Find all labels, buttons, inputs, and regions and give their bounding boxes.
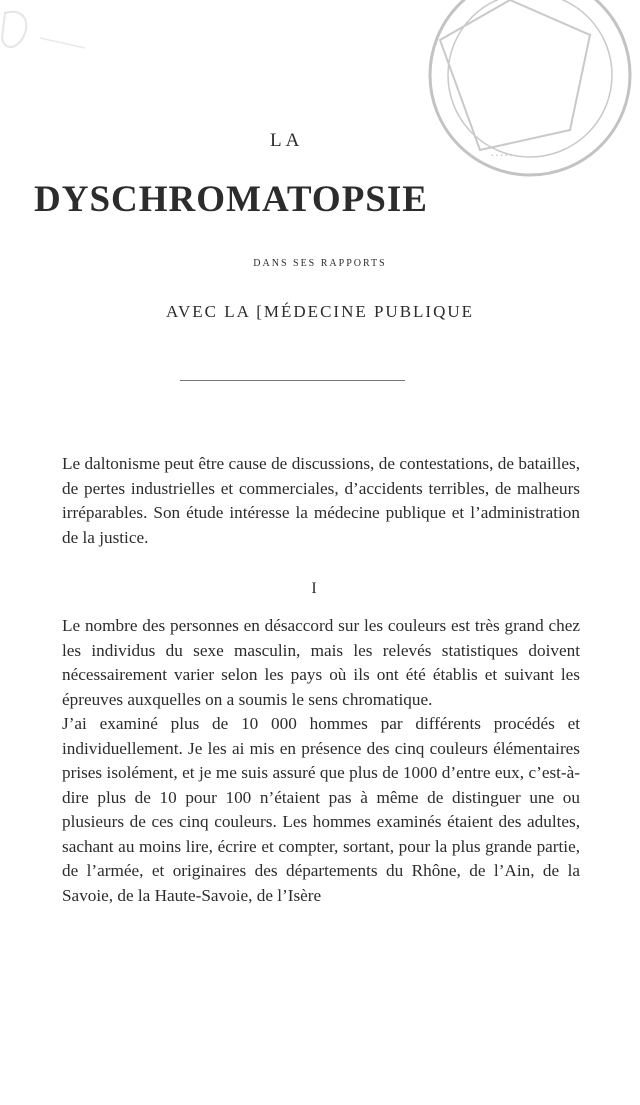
corner-stain: [0, 8, 90, 58]
divider-rule: [180, 380, 405, 381]
intro-paragraph: Le daltonisme peut être cause de discussions, de contestations, de batailles, de pertes industrielles et commerciales, d’accidents terribles, de malheurs irréparables. Son étude intéresse la médecine publique et l’administration de la justice.: [62, 454, 580, 547]
book-title: DYSCHROMATOPSIE: [34, 179, 428, 220]
svg-text:·····: ·····: [490, 149, 514, 164]
title-article: LA: [270, 130, 304, 151]
subtitle-small: DANS SES RAPPORTS: [253, 258, 387, 269]
subtitle-large: AVEC LA [MÉDECINE PUBLIQUE: [165, 302, 475, 321]
paragraph-2: J’ai examiné plus de 10 000 hommes par différents procédés et individuellement. Je les ai mis en présence des cinq couleurs élémentaires prises isolément, et je me suis assuré que plus de 1000 d’entre eux, c’est-à-dire plus de 10 pour 100 n’étaient pas à même de distinguer une ou plusieurs de ces cinq couleurs. Les hommes examinés étaient des adultes, sachant au moins lire, écrire et compter, sortant, pour la plus grande partie, de l’armée, et originaires des départements du Rhône, de l’Ain, de la Savoie, de la Haute-Savoie, de l’Isère: [62, 714, 580, 905]
paragraph-1: Le nombre des personnes en désaccord sur les couleurs est très grand chez les individus du sexe masculin, mais les relevés statistiques doivent nécessairement varier selon les pays où ils ont été établis et suivant les épreuves auxquelles on a soumis le sens chromatique.: [62, 616, 580, 709]
section-number: I: [311, 580, 317, 597]
